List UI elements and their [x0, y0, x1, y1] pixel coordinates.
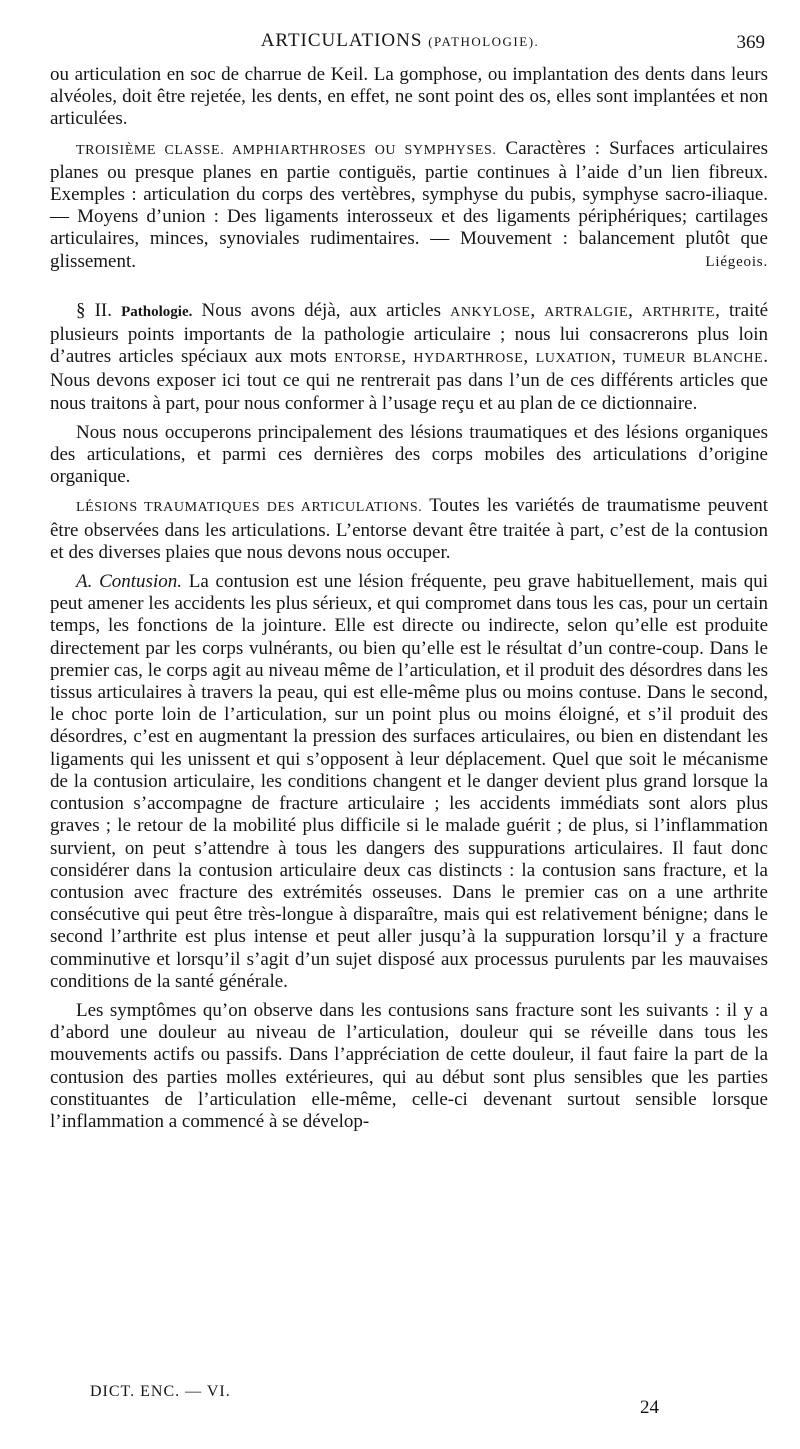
running-head: [0, 30, 800, 58]
separator: ,: [523, 346, 536, 368]
separator: ,: [530, 299, 545, 321]
paragraph-pathologie: [50, 300, 768, 415]
paragraph-heading: TROISIÈME CLASSE. AMPHIARTHROSES OU SYMPHYSES.: [76, 142, 497, 158]
paragraph-text: , traité plusieurs points importants de la pathologie articulaire ; nous lui consacrerons plus loin d’autres articles spéciaux aux mots: [50, 299, 769, 368]
section-number: § II.: [76, 299, 113, 321]
cross-reference: ENTORSE: [334, 351, 402, 367]
author-signature: Liégeois.: [705, 253, 768, 270]
paragraph-lesions-traumatiques: [50, 495, 768, 564]
paragraph-contusion: [50, 571, 768, 993]
paragraph-troisieme-classe: [50, 138, 768, 273]
cross-reference: ARTHRITE: [641, 304, 716, 320]
paragraph-heading: A. Contusion.: [76, 571, 182, 593]
section-heading: Pathologie.: [121, 303, 193, 320]
header-title: ARTICULATIONS: [260, 30, 423, 51]
paragraph-text: Nous avons déjà, aux articles: [192, 299, 451, 321]
page-footer: [0, 1383, 800, 1423]
separator: ,: [628, 299, 642, 321]
header-subtitle: (PATHOLOGIE).: [428, 34, 540, 49]
paragraph-7: Les symptômes qu’on observe dans les contusions sans fracture sont les suivants : il y a d’abord une douleur au niveau de l’articulation, douleur qui se réveille dans tous les mouvements actifs ou passifs. Dans l’appréciation de cette douleur, il faut faire la part de la contusion des parties molles extérieures, qui au début sont plus sensibles que les parties constituantes de l’articulation elle-même, celle-ci devenant surtout sensible lorsque l’inflammation a commencé à se dévelop-: [50, 999, 768, 1132]
signature-mark: 24: [640, 1397, 659, 1418]
cross-reference: LUXATION: [535, 351, 612, 367]
paragraph-text: Toutes les variétés de traumatisme peuvent être observées dans les articulations. L’entorse devant être traitée à part, c’est de la contusion et des diverses plaies que nous devons nous occuper.: [50, 495, 768, 563]
cross-reference: HYDARTHROSE: [413, 351, 524, 367]
paragraph-heading: LÉSIONS TRAUMATIQUES DES ARTICULATIONS.: [76, 500, 423, 516]
cross-reference: ARTRALGIE: [544, 304, 629, 320]
running-title: [0, 30, 800, 52]
footer-source: DICT. ENC. — VI.: [90, 1383, 231, 1400]
paragraph-text: La contusion est une lésion fréquente, peu grave habituellement, mais qui peut amener les accidents les plus sérieux, et qui compromet dans tous les cas, pour un certain temps, les fonctions de la jointure. Elle est directe ou indirecte, selon qu’elle est produite directement par les corps vulnérants, ou bien qu’elle est le résultat d’un contre-coup. Dans le premier cas, le corps agit au niveau même de l’articulation, et il produit des désordres dans les tissus articulaires à travers la peau, qui est elle-même plus ou moins contuse. Dans le second, le choc porte loin de l’articulation, sur un point plus ou moins éloigné, et s’il produit des désordres, c’est en augmentant la pression des surfaces articulaires, ou bien en distendant les ligaments qui les unissent et qui s’opposent à leur déplacement. Quel que soit le mécanisme de la contusion articulaire, les conditions changent et le danger devient plus grand lorsque la contusion s’accompagne de fracture articulaire ; les accidents immédiats sont alors plus graves ; le retour de la mobilité plus difficile si le malade guérit ; de plus, si l’inflammation survient, on peut s’attendre à tous les dangers des suppurations articulaires. Il faut donc considérer dans la contusion articulaire deux cas distincts : la contusion sans fracture, et la contusion avec fracture des extrémités osseuses. Dans le premier cas on a une arthrite consécutive qui peut être très-longue à disparaître, mais qui est relativement bénigne; dans le second l’arthrite est plus intense et peut aller jusqu’à la suppuration lorsqu’il y a fracture comminutive et lorsqu’il s’agit d’un sujet disposé aux processus purulents par les mauvaises conditions de la santé générale.: [50, 571, 768, 992]
cross-reference: ANKYLOSE: [450, 304, 531, 320]
body-text: [50, 64, 768, 1133]
separator: ,: [401, 346, 414, 368]
separator: ,: [611, 346, 624, 368]
paragraph-text: Caractères : Surfaces articulaires planes ou presque planes en partie contiguës, partie continues à l’aide d’un lien fibreux. Exemples : articulation du corps des vertèbres, symphyse du pubis, symphyse sacro-iliaque. — Moyens d’union : Des ligaments interosseux et des ligaments périphériques; cartilages articulaires, minces, synoviales rudimentaires. — Mouvement : balancement plutôt que glissement.: [50, 137, 768, 272]
paragraph-text: . Nous devons exposer ici tout ce qui ne rentrerait pas dans l’un de ces différents articles que nous traitons à part, pour nous conformer à l’usage reçu et au plan de ce dictionnaire.: [50, 346, 769, 414]
paragraph-1: ou articulation en soc de charrue de Keil. La gomphose, ou implantation des dents dans leurs alvéoles, doit être rejetée, les dents, en effet, ne sont point des os, elles sont implantées et non articulées.: [50, 64, 768, 130]
page-number: 369: [736, 32, 765, 53]
cross-reference: TUMEUR BLANCHE: [623, 351, 764, 367]
paragraph-4: Nous nous occuperons principalement des lésions traumatiques et des lésions organiques des articulations, et parmi ces dernières des corps mobiles des articulations d’origine organique.: [50, 421, 768, 488]
